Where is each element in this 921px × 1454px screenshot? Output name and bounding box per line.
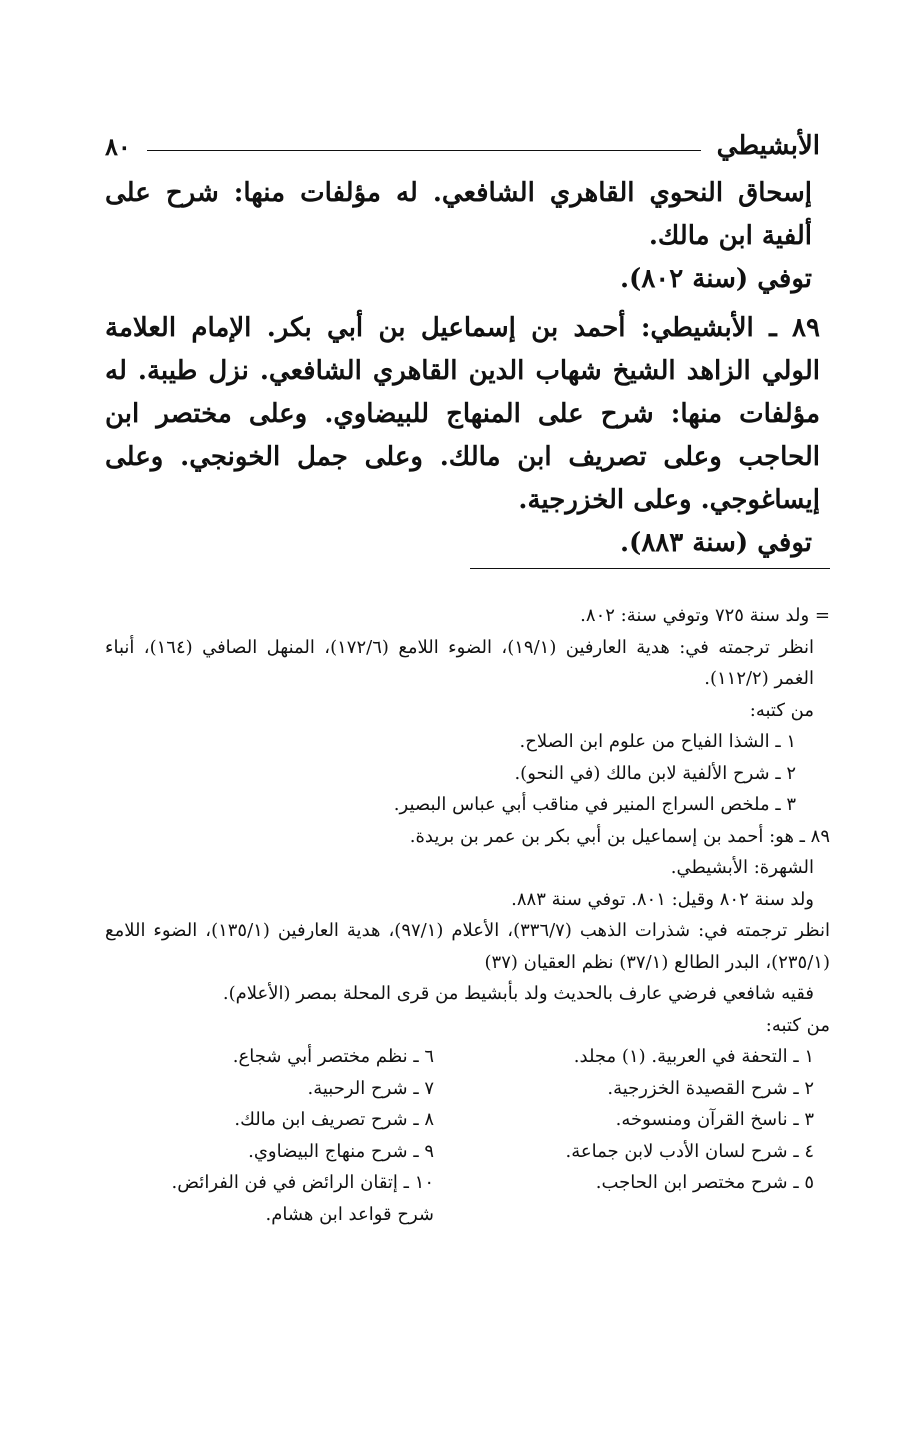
footnote-rule [470, 568, 830, 569]
footnote-88-book: ٣ ـ ملخص السراج المنير في مناقب أبي عباس البصير. [393, 794, 796, 815]
footnote-89-book: ٦ ـ نظم مختصر أبي شجاع. [232, 1046, 434, 1067]
footnote-89-references: انظر ترجمته في: شذرات الذهب (٣٣٦/٧)، الأعلام (٩٧/١)، هدية العارفين (١٣٥/١)، الضوء اللامع (٢٣٥/١)، البدر الطالع (٣٧/١) نظم العقيان (٣٧) [105, 920, 830, 973]
footnotes [105, 600, 830, 1230]
footnote-89-book: ٢ ـ شرح القصيدة الخزرجية. [607, 1077, 814, 1099]
running-head [105, 128, 820, 164]
footnote-89-books [105, 1041, 830, 1230]
page-number: ٨٠ [105, 131, 131, 161]
footnote-89-description: فقيه شافعي فرضي عارف بالحديث ولد بأبشيط من قرى المحلة بمصر (الأعلام). [222, 983, 814, 1004]
footnote-89-book: ١٠ ـ إتقان الرائض في فن الفرائض. [171, 1172, 434, 1193]
entry-death: توفي (سنة ٨٨٣). [619, 528, 812, 558]
footnote-89-book: ٨ ـ شرح تصريف ابن مالك. [234, 1109, 434, 1130]
footnote-89-book: شرح قواعد ابن هشام. [265, 1203, 434, 1225]
footnote-89-head: ٨٩ ـ هو: أحمد بن إسماعيل بن أبي بكر بن عمر بن بريدة. [409, 825, 830, 847]
previous-entry-text [105, 172, 820, 258]
previous-entry-death: توفي (سنة ٨٠٢). [619, 264, 812, 294]
footnote-88-references: انظر ترجمته في: هدية العارفين (١٩/١)، الضوء اللامع (١٧٢/٦)، المنهل الصافي (١٦٤)، أنباء الغمر (١١٢/٢). [105, 636, 814, 689]
previous-entry-line: إسحاق النحوي القاهري الشافعي. له مؤلفات منها: شرح على ألفية ابن [105, 178, 812, 251]
footnote-89-empty-cell [434, 1199, 814, 1231]
footnote-88-book: ١ ـ الشذا الفياح من علوم ابن الصلاح. [519, 731, 796, 752]
footnote-88-book: ٢ ـ شرح الألفية لابن مالك (في النحو). [514, 762, 796, 784]
running-title: الأبشيطي [716, 131, 820, 161]
entry-text: أحمد بن إسماعيل بن أبي بكر. الإمام العلامة الولي الزاهد الشيخ شهاب الدين القاهري الشافعي. نزل طيبة. له مؤلفات منها: شرح على المنهاج للبيضاوي. وعلى مختصر ابن الحاجب وعلى تصريف ابن مالك. وعلى جمل الخونجي. وعلى إيساغوجي. وعلى الخزرجية. [105, 313, 820, 515]
footnote-89-book: ٥ ـ شرح مختصر ابن الحاجب. [595, 1172, 814, 1193]
footnote-89-book: ٣ ـ ناسخ القرآن ومنسوخه. [615, 1109, 814, 1130]
footnote-89-birth: ولد سنة ٨٠٢ وقيل: ٨٠١. توفي سنة ٨٨٣. [511, 888, 814, 910]
previous-entry-line-end: مالك. [648, 221, 710, 251]
entry-number: ٨٩ ـ [769, 313, 820, 343]
footnote-88-continuation: = ولد سنة ٧٢٥ وتوفي سنة: ٨٠٢. [580, 605, 830, 626]
footnote-88-books-label: من كتبه: [749, 699, 814, 721]
entry-89 [105, 307, 820, 522]
footnote-89-book: ١ ـ التحفة في العربية. (١) مجلد. [573, 1046, 814, 1067]
main-text [105, 172, 820, 565]
footnote-89-book: ٤ ـ شرح لسان الأدب لابن جماعة. [565, 1140, 814, 1162]
footnote-89-fame: الشهرة: الأبشيطي. [670, 857, 814, 878]
entry-name: الأبشيطي: [640, 313, 754, 343]
footnote-89-book: ٧ ـ شرح الرحبية. [307, 1077, 434, 1099]
header-rule [147, 150, 701, 151]
footnote-89-book: ٩ ـ شرح منهاج البيضاوي. [248, 1140, 434, 1162]
footnote-89-books-label: من كتبه: [765, 1014, 830, 1036]
